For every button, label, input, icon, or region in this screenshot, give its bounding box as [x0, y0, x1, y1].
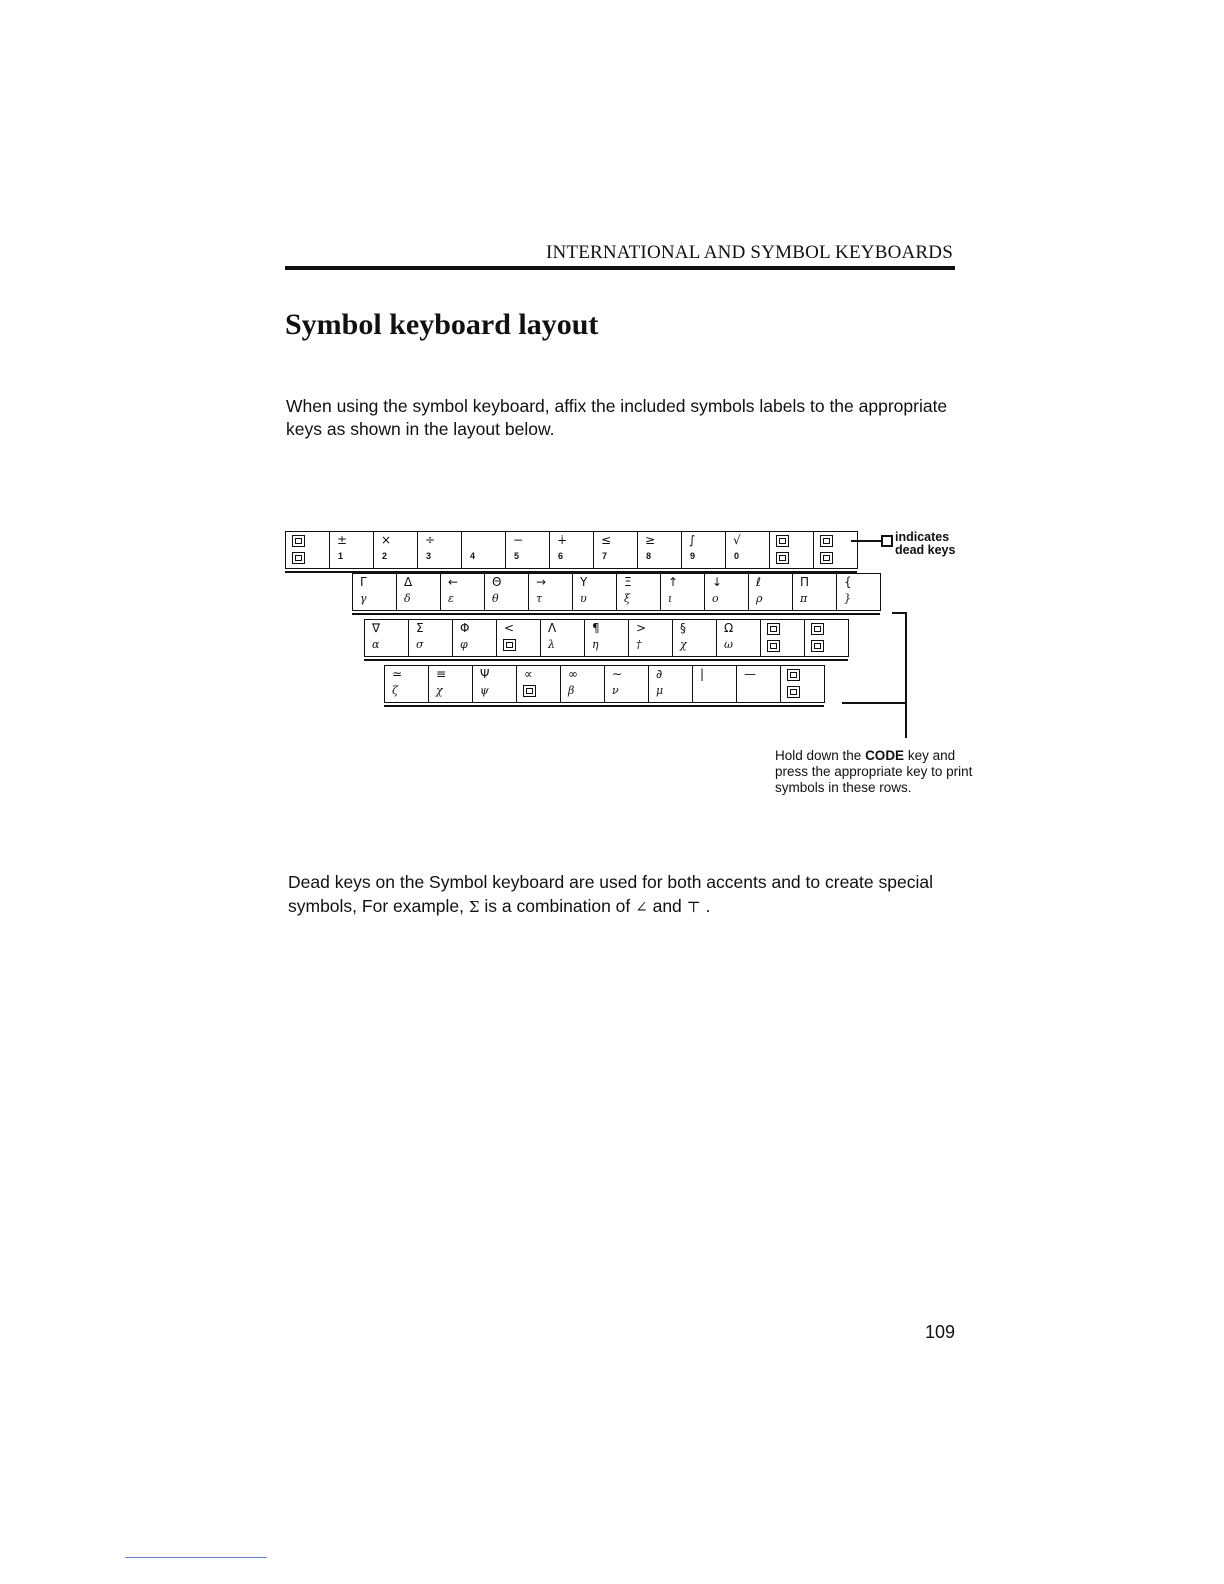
key-lower-symbol: ν: [612, 684, 619, 697]
key-upper-symbol: ∇: [372, 621, 381, 635]
key-lower-symbol: ψ: [480, 684, 489, 697]
key-lower-symbol: μ: [656, 684, 664, 697]
key-number-label: 5: [514, 551, 520, 561]
key-upper-symbol: —: [744, 667, 756, 681]
page-number: 109: [925, 1322, 956, 1342]
key-upper-symbol: ∝: [524, 667, 533, 681]
key-lower-symbol: ζ: [392, 684, 398, 697]
key-lower-symbol: ε: [448, 592, 454, 605]
dead-key-icon: [523, 685, 536, 697]
key-lower-symbol: γ: [360, 592, 367, 605]
key-row2-11: [792, 573, 837, 611]
key-row3-2: [408, 619, 453, 657]
key-upper-symbol: §: [680, 621, 686, 635]
key-row4-7: [648, 665, 693, 703]
key-number-label: 6: [558, 551, 564, 561]
code-key-note: [775, 748, 975, 796]
dead-key-icon: [787, 669, 800, 681]
key-upper-symbol: ≃: [392, 667, 403, 681]
angle-symbol: ∠: [635, 898, 648, 916]
key-upper-symbol: ≡: [436, 667, 447, 681]
key-lower-symbol: ρ: [756, 592, 763, 605]
key-upper-symbol: Ψ: [480, 667, 490, 681]
key-lower-symbol: ο: [712, 592, 719, 605]
key-row2-1: [352, 573, 397, 611]
dead-key-legend: [895, 531, 955, 557]
legend-line-1: indicates: [895, 530, 950, 544]
key-upper-symbol: Ω: [724, 621, 734, 635]
bracket-bottom: [842, 702, 906, 704]
bracket-top: [892, 612, 906, 614]
key-lower-symbol: ω: [724, 638, 733, 651]
dead-note-text-2: is a combination of: [479, 896, 636, 916]
key-row1-8: [593, 531, 638, 569]
key-lower-symbol: τ: [536, 592, 543, 605]
dead-key-icon: [787, 686, 800, 698]
key-number-label: 4: [470, 551, 476, 561]
key-upper-symbol: >: [636, 621, 647, 635]
key-upper-symbol: {: [844, 575, 852, 589]
key-lower-symbol: θ: [492, 592, 499, 605]
key-row2-6: [572, 573, 617, 611]
dead-key-legend-icon: [881, 535, 893, 547]
key-row1-5: [461, 531, 506, 569]
key-row4-10: [780, 665, 825, 703]
key-row3-4: [496, 619, 541, 657]
key-row1-11: [725, 531, 770, 569]
dead-note-end: .: [700, 896, 711, 916]
key-upper-symbol: ×: [381, 533, 392, 547]
key-upper-symbol: Γ: [360, 575, 367, 589]
key-upper-symbol: ℓ: [756, 575, 761, 589]
key-upper-symbol: →: [536, 575, 547, 589]
row-baseline: [384, 705, 824, 707]
key-row4-4: [516, 665, 561, 703]
key-upper-symbol: ≤: [601, 533, 612, 547]
key-lower-symbol: φ: [460, 638, 468, 651]
dead-key-icon: [776, 552, 789, 564]
key-lower-symbol: η: [592, 638, 599, 651]
key-lower-symbol: π: [800, 592, 808, 605]
key-upper-symbol: ∼: [612, 667, 623, 681]
key-lower-symbol: δ: [404, 592, 411, 605]
key-row4-6: [604, 665, 649, 703]
key-row3-6: [584, 619, 629, 657]
key-row2-12: [836, 573, 881, 611]
key-lower-symbol: ι: [668, 592, 673, 605]
key-row4-5: [560, 665, 605, 703]
code-note-suffix: key and press the appropriate key to print symbols in these rows.: [775, 748, 973, 795]
key-upper-symbol: <: [504, 621, 515, 635]
key-upper-symbol: Φ: [460, 621, 470, 635]
key-number-label: 2: [382, 551, 388, 561]
key-lower-symbol: ξ: [624, 592, 631, 605]
dead-keys-paragraph: [288, 870, 968, 919]
dead-note-and: and: [647, 896, 687, 916]
key-row3-9: [716, 619, 761, 657]
key-upper-symbol: ↓: [712, 575, 723, 589]
key-upper-symbol: ≥: [645, 533, 656, 547]
key-upper-symbol: ÷: [425, 533, 436, 547]
key-row2-10: [748, 573, 793, 611]
key-row2-2: [396, 573, 441, 611]
running-header: INTERNATIONAL AND SYMBOL KEYBOARDS: [545, 242, 953, 263]
dead-key-icon: [820, 535, 833, 547]
code-note-prefix: Hold down the: [775, 748, 866, 763]
key-row3-5: [540, 619, 585, 657]
key-row1-10: [681, 531, 726, 569]
key-row3-1: [364, 619, 409, 657]
key-lower-symbol: β: [568, 684, 575, 697]
header-rule: [285, 266, 955, 270]
dead-key-icon: [776, 535, 789, 547]
dead-key-icon: [292, 552, 305, 564]
key-row1-4: [417, 531, 462, 569]
key-row4-9: [736, 665, 781, 703]
key-row4-2: [428, 665, 473, 703]
tee-symbol: ⊤: [686, 898, 701, 916]
key-upper-symbol: |: [700, 667, 705, 681]
key-number-label: 7: [602, 551, 608, 561]
page-title: Symbol keyboard layout: [285, 308, 599, 341]
key-upper-symbol: ∔: [557, 533, 568, 547]
key-upper-symbol: ←: [448, 575, 459, 589]
dead-key-icon: [292, 535, 305, 547]
key-upper-symbol: √: [733, 533, 741, 547]
legend-line-2: dead keys: [895, 543, 956, 557]
key-row3-7: [628, 619, 673, 657]
key-row2-9: [704, 573, 749, 611]
key-row2-7: [616, 573, 661, 611]
key-lower-symbol: σ: [416, 638, 424, 651]
key-upper-symbol: ∫: [689, 533, 696, 547]
key-row1-7: [549, 531, 594, 569]
key-row2-4: [484, 573, 529, 611]
key-upper-symbol: Π: [800, 575, 810, 589]
key-upper-symbol: Δ: [404, 575, 413, 589]
key-row3-10: [760, 619, 805, 657]
key-row3-3: [452, 619, 497, 657]
row-baseline: [352, 613, 880, 615]
key-row1-2: [329, 531, 374, 569]
key-upper-symbol: ∂: [656, 667, 663, 681]
dead-key-icon: [767, 623, 780, 635]
dead-key-icon: [811, 640, 824, 652]
key-row4-8: [692, 665, 737, 703]
key-upper-symbol: Υ: [580, 575, 588, 589]
key-row2-3: [440, 573, 485, 611]
dead-note-text-1: Dead keys on the Symbol keyboard are used for both accents and to create special symbols, For example,: [288, 872, 933, 916]
key-upper-symbol: Λ: [548, 621, 557, 635]
code-key-label: CODE: [865, 748, 905, 763]
key-lower-symbol: χ: [436, 684, 443, 697]
key-number-label: 1: [338, 551, 344, 561]
dead-key-icon: [503, 639, 516, 651]
key-lower-symbol: }: [844, 592, 851, 605]
key-upper-symbol: ↑: [668, 575, 679, 589]
key-upper-symbol: Ξ: [624, 575, 632, 589]
row-baseline: [364, 659, 848, 661]
key-row1-9: [637, 531, 682, 569]
key-upper-symbol: ¶: [592, 621, 600, 635]
key-upper-symbol: ±: [337, 533, 348, 547]
key-row4-3: [472, 665, 517, 703]
key-number-label: 8: [646, 551, 652, 561]
key-lower-symbol: υ: [580, 592, 587, 605]
key-row2-5: [528, 573, 573, 611]
key-row1-1: [285, 531, 330, 569]
dead-key-icon: [820, 552, 833, 564]
dead-key-icon: [767, 640, 780, 652]
legend-leader-line: [851, 540, 881, 542]
key-lower-symbol: α: [372, 638, 380, 651]
key-row3-11: [804, 619, 849, 657]
key-lower-symbol: †: [636, 638, 642, 651]
footer-rule: [125, 1557, 267, 1558]
key-number-label: 9: [690, 551, 696, 561]
key-upper-symbol: Θ: [492, 575, 502, 589]
bracket-vertical: [905, 612, 907, 738]
key-row1-13: [813, 531, 858, 569]
sigma-symbol: Σ: [468, 898, 480, 916]
key-upper-symbol: ∞: [568, 667, 578, 681]
key-lower-symbol: λ: [548, 638, 555, 651]
key-row3-8: [672, 619, 717, 657]
key-upper-symbol: Σ: [416, 621, 424, 635]
dead-key-icon: [811, 623, 824, 635]
key-row1-12: [769, 531, 814, 569]
intro-paragraph: When using the symbol keyboard, affix the included symbols labels to the appropriate keys as shown in the layout below.: [286, 396, 948, 439]
key-row1-3: [373, 531, 418, 569]
key-number-label: 3: [426, 551, 432, 561]
key-row4-1: [384, 665, 429, 703]
key-row2-8: [660, 573, 705, 611]
key-number-label: 0: [734, 551, 740, 561]
key-lower-symbol: χ: [680, 638, 687, 651]
key-upper-symbol: −: [513, 533, 524, 547]
key-row1-6: [505, 531, 550, 569]
